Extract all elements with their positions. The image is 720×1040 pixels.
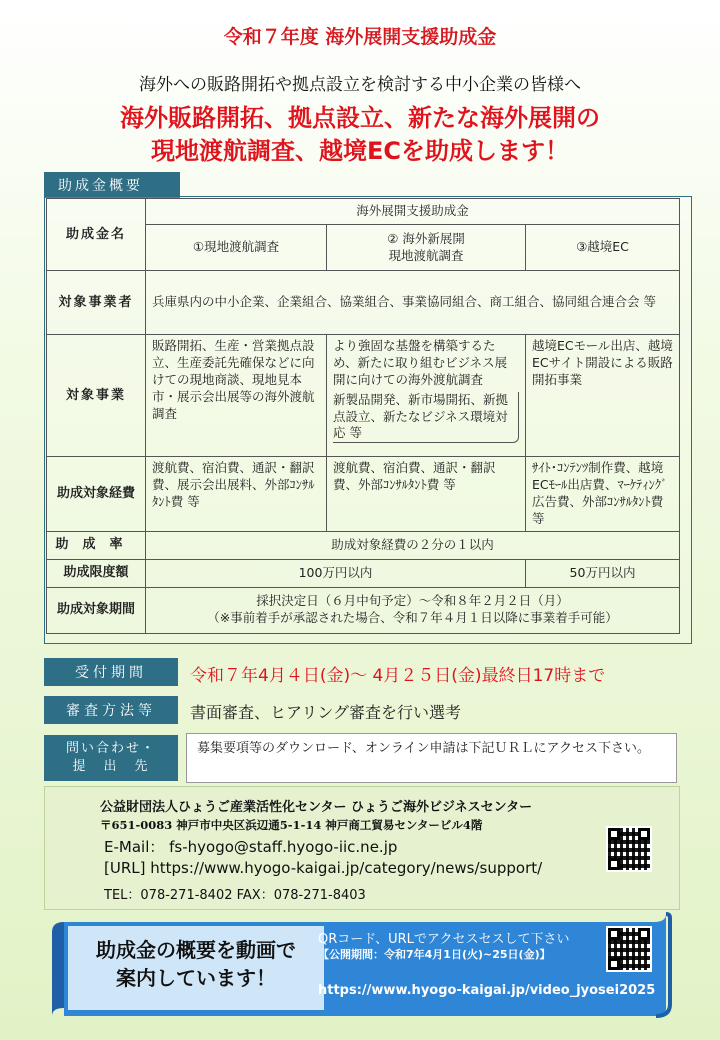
- type-3-header: ③越境EC: [526, 225, 680, 271]
- type-2-header-line-2: 現地渡航調査: [388, 247, 464, 263]
- headline-line-1: 海外販路開拓、拠点設立、新たな海外展開の: [120, 104, 600, 132]
- target-project-2: より強固な基盤を構築するため、新たに取り組むビジネス展開に向けての海外渡航調査: [333, 338, 508, 387]
- contact-text: 募集要項等のダウンロード、オンライン申請は下記ＵＲＬにアクセス下さい。: [197, 741, 651, 756]
- video-banner-line-1: 助成金の概要を動画で: [96, 938, 296, 962]
- video-qr-code-icon[interactable]: [606, 926, 652, 972]
- organization-tel-fax: TEL：078-271-8402 FAX：078-271-8403: [104, 888, 366, 903]
- expenses-2: 渡航費、宿泊費、通訳・翻訳費、外部ｺﾝｻﾙﾀﾝﾄ費 等: [327, 457, 526, 532]
- period-line-1: 採択決定日（６月中旬予定）～令和８年２月２日（月）: [256, 593, 569, 609]
- target-project-1: 販路開拓、生産・営業拠点設立、生産委託先確保などに向けての現地商談、現地見本市・展示会出展等の海外渡航調査: [146, 335, 327, 457]
- reception-period-label: 受付期間: [44, 658, 178, 686]
- target-business: 兵庫県内の中小企業、企業組合、協業組合、事業協同組合、商工組合、協同組合連合会 等: [146, 271, 680, 335]
- contact-text-box: [186, 733, 677, 783]
- period-cell: [146, 587, 680, 633]
- target-project-label: 対象事業: [47, 335, 146, 457]
- limit-value-1-2: 100万円以内: [146, 559, 526, 587]
- type-2-header: [327, 225, 526, 271]
- type-2-header-line-1: ② 海外新展開: [387, 230, 465, 246]
- organization-address: 〒651-0083 神戸市中央区浜辺通5-1-14 神戸商工貿易センタービル4階: [100, 818, 483, 832]
- video-banner-qr-text: QRコード、URLでアクセスセスして下さい: [318, 932, 570, 947]
- review-method-value: 書面審査、ヒアリング審査を行い選考: [190, 703, 462, 722]
- expenses-1: 渡航費、宿泊費、通訳・翻訳費、展示会出展料、外部ｺﾝｻﾙﾀﾝﾄ費 等: [146, 457, 327, 532]
- video-banner-url[interactable]: https://www.hyogo-kaigai.jp/video_jyosei2025: [318, 983, 656, 998]
- video-banner-period: 【公開期間：令和7年4月1日(火)~25日(金)】: [318, 948, 551, 961]
- target-audience-subtitle: 海外への販路開拓や拠点設立を検討する中小企業の皆様へ: [139, 75, 581, 95]
- grant-name-label: 助成金名: [47, 199, 146, 271]
- organization-url[interactable]: [URL] https://www.hyogo-kaigai.jp/category/news/support/: [104, 859, 543, 877]
- type-1-header: ①現地渡航調査: [146, 225, 327, 271]
- grant-name: 海外展開支援助成金: [146, 199, 680, 225]
- grant-overview-table: [46, 198, 680, 634]
- limit-label: 助成限度額: [47, 559, 146, 587]
- overview-section-tab: 助成金概要: [44, 172, 180, 198]
- headline-line-2: 現地渡航調査、越境ECを助成します！: [150, 137, 569, 165]
- organization-name: 公益財団法人ひょうご産業活性化センター ひょうご海外ビジネスセンター: [100, 800, 533, 815]
- qr-code-icon[interactable]: [606, 826, 652, 872]
- expenses-label: 助成対象経費: [47, 457, 146, 532]
- contact-label: [44, 735, 178, 781]
- period-label: 助成対象期間: [47, 587, 146, 633]
- video-banner-line-2: 案内しています！: [116, 966, 276, 990]
- organization-email[interactable]: E-Mail： fs-hyogo@staff.hyogo-iic.ne.jp: [104, 838, 398, 856]
- rate-value: 助成対象経費の２分の１以内: [146, 531, 680, 559]
- limit-value-3: 50万円以内: [526, 559, 680, 587]
- contact-label-line-2: 提出先: [72, 759, 166, 774]
- target-project-2-cell: [327, 335, 526, 457]
- rate-label: 助成率: [47, 531, 146, 559]
- review-method-label: 審査方法等: [44, 696, 178, 724]
- expenses-3: ｻｲﾄ･ｺﾝﾃﾝﾂ制作費、越境ECﾓｰﾙ出店費、ﾏｰｹﾃｨﾝｸﾞ広告費、外部ｺﾝｻﾙﾀﾝﾄ費 等: [526, 457, 680, 532]
- target-business-label: 対象事業者: [47, 271, 146, 335]
- reception-period-value: 令和７年4月４日(金)～ 4月２５日(金)最終日17時まで: [190, 666, 606, 686]
- period-line-2: （※事前着手が承認された場合、令和７年４月１日以降に事業着手可能）: [207, 610, 618, 625]
- target-project-2-note: 新製品開発、新市場開拓、新拠点設立、新たなビジネス環境対応 等: [333, 392, 519, 444]
- target-project-3: 越境ECモール出店、越境ECサイト開設による販路開拓事業: [526, 335, 680, 457]
- page-title: 令和７年度 海外展開支援助成金: [223, 26, 497, 48]
- contact-label-line-1: 問い合わせ・: [65, 741, 156, 757]
